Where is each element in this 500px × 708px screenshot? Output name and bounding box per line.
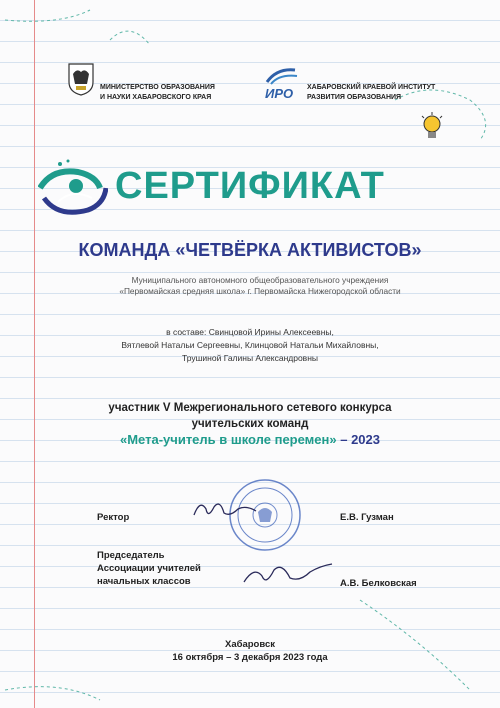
chair-name: А.В. Белковская	[340, 578, 417, 589]
institution-name	[60, 275, 460, 297]
team-members	[60, 326, 440, 365]
institution-line1: Муниципального автономного общеобразовательного учреждения	[131, 275, 389, 285]
footer-city: Хабаровск	[224, 639, 276, 650]
chair-label	[97, 549, 201, 588]
contest-name: «Мета-учитель в школе перемен»	[120, 432, 337, 447]
certificate-emblem-icon	[38, 158, 108, 220]
certificate-title: СЕРТИФИКАТ	[115, 165, 385, 207]
contest-title	[40, 432, 460, 447]
rector-signature	[190, 495, 260, 525]
participant-line1: участник V Межрегионального сетевого конкурса	[108, 402, 392, 414]
ministry-name	[100, 83, 215, 103]
members-line3: Трушиной Галины Александровны	[182, 353, 318, 363]
chair-line2: Ассоциации учителей	[97, 563, 201, 574]
footer-dates: 16 октября – 3 декабря 2023 года	[172, 652, 328, 663]
team-name: КОМАНДА «ЧЕТВЁРКА АКТИВИСТОВ»	[78, 240, 422, 260]
members-line2: Вятлевой Натальи Сергеевны, Клинцовой Натальи Михайловны,	[121, 340, 379, 350]
footer	[0, 638, 500, 664]
chair-line1: Председатель	[97, 550, 165, 561]
ministry-name-line2: И НАУКИ ХАБАРОВСКОГО КРАЯ	[100, 94, 212, 101]
members-line1: в составе: Свинцовой Ирины Алексеевны,	[166, 327, 334, 337]
institute-name-line1: ХАБАРОВСКИЙ КРАЕВОЙ ИНСТИТУТ	[307, 84, 436, 91]
chair-signature	[240, 560, 335, 590]
participant-statement	[40, 400, 460, 432]
notebook-margin-line	[34, 0, 35, 708]
ministry-name-line1: МИНИСТЕРСТВО ОБРАЗОВАНИЯ	[100, 84, 215, 91]
institute-logo	[263, 64, 303, 102]
participant-line2: учительских команд	[191, 418, 309, 430]
coat-of-arms-icon	[67, 62, 95, 96]
institute-name-line2: РАЗВИТИЯ ОБРАЗОВАНИЯ	[307, 94, 402, 101]
rector-label: Ректор	[97, 512, 130, 523]
institution-line2: «Первомайская средняя школа» г. Первомайска Нижегородской области	[119, 286, 401, 296]
chair-line3: начальных классов	[97, 576, 191, 587]
contest-year: – 2023	[336, 432, 380, 447]
lightbulb-icon	[420, 112, 444, 144]
rector-name: Е.В. Гузман	[340, 512, 394, 523]
institute-name	[307, 83, 435, 103]
institute-logo-text: ИРО	[265, 86, 294, 101]
